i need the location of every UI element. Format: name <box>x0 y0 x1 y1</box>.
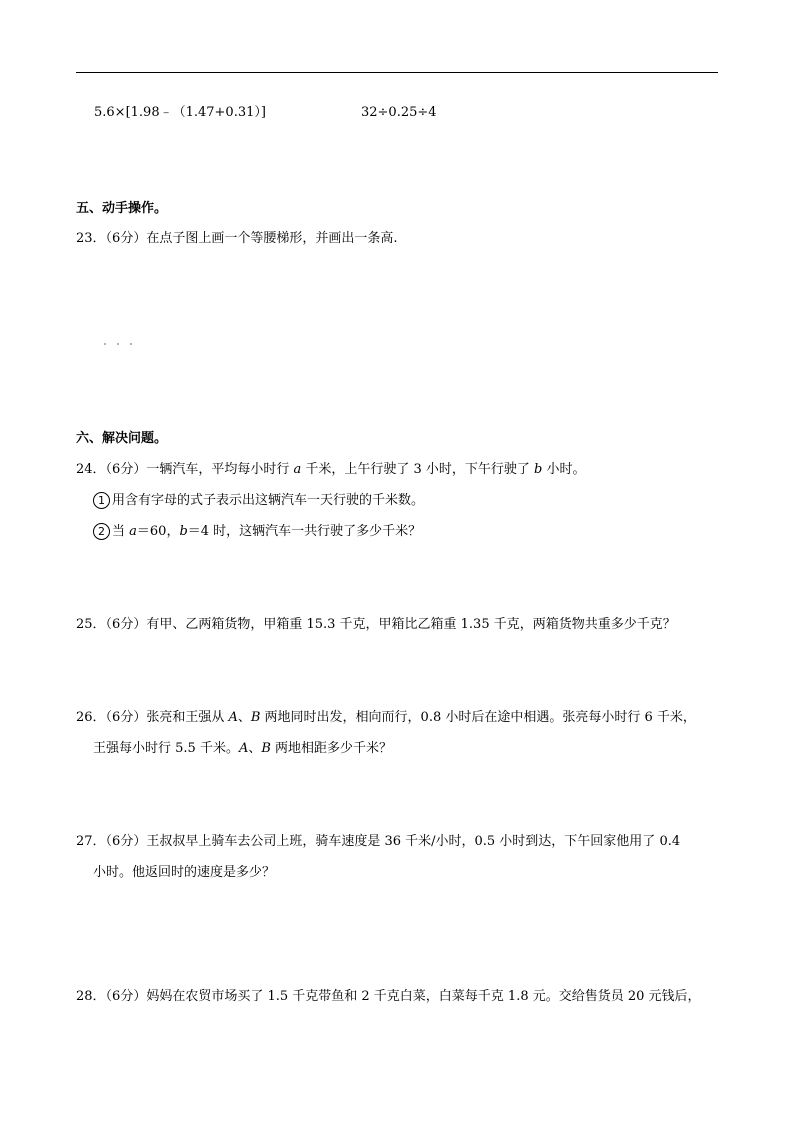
q24-sub-2-var-a: a <box>129 524 137 539</box>
q24-sub-2-text-3: ＝4 时，这辆汽车一共行驶了多少千米？ <box>187 524 422 539</box>
q26-line2-text-1: 王强每小时行 5.5 千米。 <box>93 741 239 756</box>
q24-var-b: b <box>534 462 543 477</box>
q24-text-2: 千米，上午行驶了 3 小时，下午行驶了 <box>301 462 535 477</box>
circled-number-1: 1 <box>93 492 110 509</box>
q24-text-1: 24．（6分）一辆汽车，平均每小时行 <box>76 462 294 477</box>
q26-text-1: 26．（6分）张亮和王强从 <box>76 710 229 725</box>
question-24-sub-2 <box>93 523 421 540</box>
section-6-heading: 六、解决问题。 <box>76 431 168 446</box>
section-5-heading: 五、动手操作。 <box>76 201 168 216</box>
q26-point-a: A <box>228 710 238 725</box>
question-24 <box>76 462 586 478</box>
q24-sub-2-text-1: 当 <box>112 524 130 539</box>
q26-sep: 、 <box>237 710 251 725</box>
circled-number-2: 2 <box>93 523 110 540</box>
dot-grid <box>104 340 134 348</box>
question-24-sub-1 <box>93 492 424 509</box>
q24-text-3: 小时。 <box>542 462 586 477</box>
q24-sub-1-text: 用含有字母的式子表示出这辆汽车一天行驶的千米数。 <box>112 493 425 508</box>
question-26-line-1 <box>76 710 696 726</box>
question-23: 23．（6分）在点子图上画一个等腰梯形，并画出一条高. <box>76 231 398 246</box>
expression-1: 5.6×[1.98﹣（1.47+0.31）] <box>94 105 266 120</box>
q26-point-b: B <box>250 710 261 725</box>
q26-line2-sep: 、 <box>248 741 262 756</box>
header-rule <box>76 72 718 73</box>
q26-text-2: 两地同时出发，相向而行，0.8 小时后在途中相遇。张亮每小时行 6 千米， <box>260 710 696 725</box>
grid-dot <box>117 343 119 345</box>
q24-sub-2-text-2: ＝60， <box>136 524 180 539</box>
question-27-line-1: 27．（6分）王叔叔早上骑车去公司上班，骑车速度是 36 千米/小时，0.5 小时到达，下午回家他用了 0.4 <box>76 834 681 849</box>
q26-line2-text-2: 两地相距多少千米？ <box>270 741 393 756</box>
q24-sub-2-var-b: b <box>179 524 188 539</box>
question-28: 28．（6分）妈妈在农贸市场买了 1.5 千克带鱼和 2 千克白菜，白菜每千克 1.8 元。交给售货员 20 元钱后， <box>76 989 701 1004</box>
grid-dot <box>130 343 132 345</box>
question-26-line-2 <box>93 741 392 757</box>
grid-dot <box>104 343 106 345</box>
expression-2: 32÷0.25÷4 <box>361 105 437 120</box>
q26-line2-point-a: A <box>238 741 249 756</box>
question-25: 25．（6分）有甲、乙两箱货物，甲箱重 15.3 千克，甲箱比乙箱重 1.35 千克，两箱货物共重多少千克？ <box>76 617 676 632</box>
q26-line2-point-b: B <box>261 741 271 756</box>
question-27-line-2: 小时。他返回时的速度是多少？ <box>93 865 276 880</box>
q24-var-a: a <box>293 462 302 477</box>
